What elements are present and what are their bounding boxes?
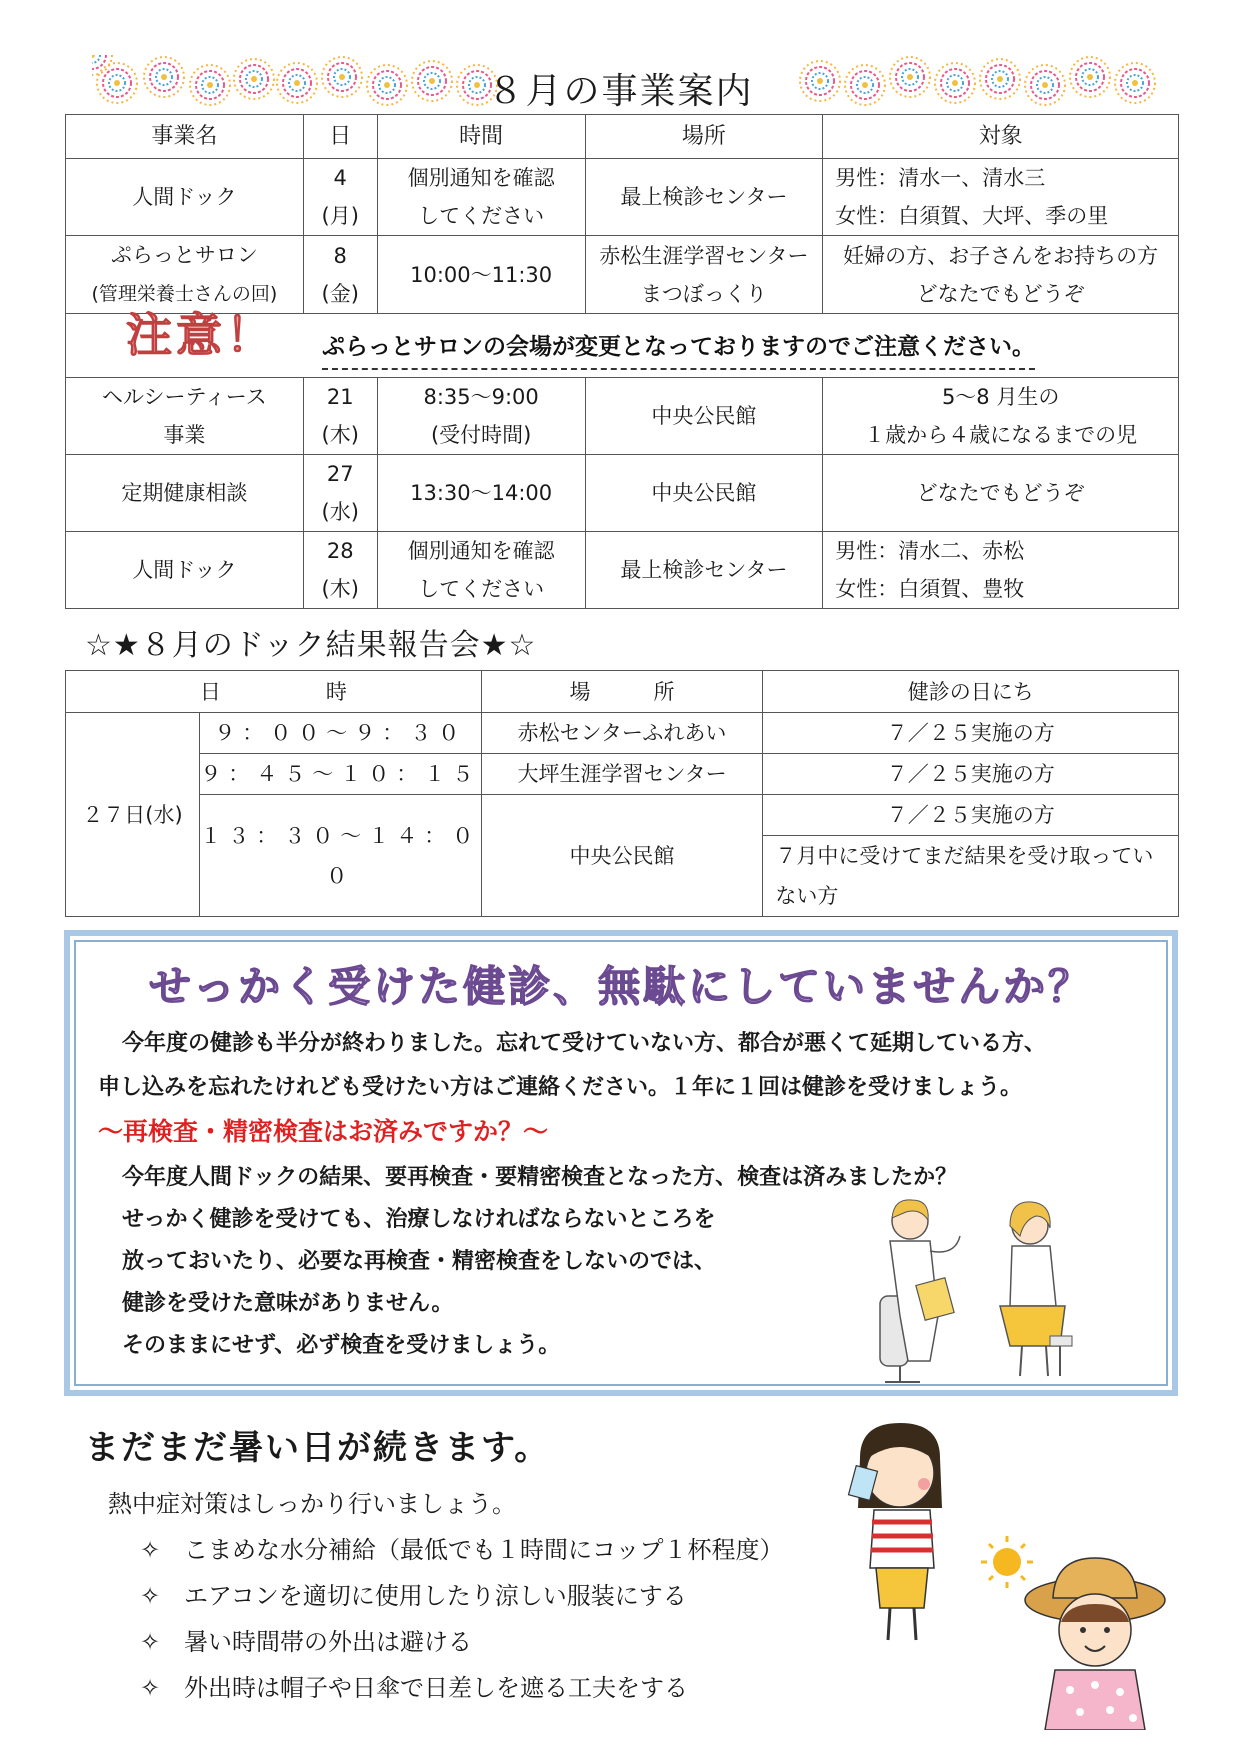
event-place: 中央公民館 (585, 378, 823, 455)
event-day: 28 (木) (303, 532, 377, 609)
slot-time: ９：４５～１０：１５ (199, 754, 481, 795)
header-day: 日 (303, 115, 377, 159)
slot-checkup: ７／２５実施の方 (763, 795, 1179, 836)
slot-checkup-2: ７月中に受けてまだ結果を受け取ってい ない方 (763, 836, 1179, 917)
para2-line1: 今年度人間ドックの結果、要再検査・要精密検査となった方、検査は済みましたか？ (122, 1165, 958, 1190)
table-row (66, 754, 1179, 795)
header-event-name: 事業名 (66, 115, 304, 159)
event-place: 最上検診センター (585, 159, 823, 236)
slot-time: ９：００～９：３０ (199, 713, 481, 754)
fireworks-decoration-right (795, 55, 1180, 110)
list-item: ✧ エアコンを適切に使用したり涼しい服装にする (140, 1582, 687, 1610)
list-item: ✧ こまめな水分補給（最低でも１時間にコップ１杯程度） (140, 1536, 784, 1564)
table-row (66, 455, 1179, 532)
event-place: 赤松生涯学習センター まつぼっくり (585, 236, 823, 314)
sparkle-icon: ✧ (140, 1628, 161, 1656)
results-table (65, 670, 1179, 917)
event-time: 個別通知を確認 してください (377, 159, 585, 236)
event-name: ヘルシーティース 事業 (66, 378, 304, 455)
para1-line2: 申し込みを忘れたけれども受けたい方はご連絡ください。１年に１回は健診を受けましょう。 (98, 1075, 1023, 1100)
event-time: 8:35～9:00 (受付時間) (377, 378, 585, 455)
report-date: ２７日(水) (66, 713, 200, 917)
notice-label: 注意！ (126, 308, 276, 362)
slot-place: 大坪生涯学習センター (481, 754, 763, 795)
para2-line5: そのままにせず、必ず検査を受けましょう。 (122, 1333, 561, 1358)
slot-checkup: ７／２５実施の方 (763, 754, 1179, 795)
table-row (66, 532, 1179, 609)
event-time: 13:30～14:00 (377, 455, 585, 532)
event-place: 最上検診センター (585, 532, 823, 609)
header-time: 時間 (377, 115, 585, 159)
event-day: 4 (月) (303, 159, 377, 236)
event-name: 定期健康相談 (66, 455, 304, 532)
girl-drinking-water-illustration (830, 1418, 970, 1648)
para2-line3: 放っておいたり、必要な再検査・精密検査をしないのでは、 (122, 1249, 717, 1274)
slot-place: 赤松センターふれあい (481, 713, 763, 754)
heat-section-title: まだまだ暑い日が続きます。 (85, 1428, 551, 1468)
notice-text: ぷらっとサロンの会場が変更となっておりますのでご注意ください。 (322, 328, 1035, 370)
recheck-subheading: ～再検査・精密検査はお済みですか？～ (98, 1117, 549, 1146)
sparkle-icon: ✧ (140, 1674, 161, 1702)
header-place: 場所 (585, 115, 823, 159)
event-target: どなたでもどうぞ (823, 455, 1179, 532)
event-target: 妊婦の方、お子さんをお持ちの方 どなたでもどうぞ (823, 236, 1179, 314)
girl-with-hat-illustration (975, 1530, 1175, 1730)
heat-intro: 熱中症対策はしっかり行いましょう。 (108, 1490, 516, 1518)
event-target: 5～8 月生の １歳から４歳になるまでの児 (823, 378, 1179, 455)
table-header-row (66, 115, 1179, 159)
slot-place: 中央公民館 (481, 795, 763, 917)
slot-time: １３：３０～１４：００ (199, 795, 481, 917)
event-day: 8 (金) (303, 236, 377, 314)
results-section-title: ☆★８月のドック結果報告会★☆ (85, 628, 537, 663)
checkup-notice-title: せっかく受けた健診、無駄にしていませんか？ (148, 962, 1094, 1011)
sun-icon (981, 1536, 1033, 1588)
event-name: 人間ドック (66, 159, 304, 236)
table-row (66, 795, 1179, 836)
event-target: 男性：清水二、赤松 女性：白須賀、豊牧 (823, 532, 1179, 609)
table-row (66, 236, 1179, 314)
header-datetime: 日 時 (66, 671, 482, 713)
page-header (0, 55, 1241, 110)
event-name: ぷらっとサロン (管理栄養士さんの回) (66, 236, 304, 314)
page-title: ８月の事業案内 (487, 71, 754, 112)
para1-line1: 今年度の健診も半分が終わりました。忘れて受けていない方、都合が悪くて延期している方、 (122, 1031, 1047, 1056)
header-place: 場 所 (481, 671, 763, 713)
header-checkup-day: 健診の日にち (763, 671, 1179, 713)
event-target: 男性：清水一、清水三 女性：白須賀、大坪、季の里 (823, 159, 1179, 236)
sparkle-icon: ✧ (140, 1582, 161, 1610)
notice-row (66, 314, 1179, 378)
event-day: 21 (木) (303, 378, 377, 455)
para2-line2: せっかく健診を受けても、治療しなければならないところを (122, 1207, 716, 1232)
checkup-notice-box (64, 930, 1178, 1396)
list-item: ✧ 暑い時間帯の外出は避ける (140, 1628, 472, 1656)
para2-line4: 健診を受けた意味がありません。 (122, 1291, 454, 1316)
table-row (66, 378, 1179, 455)
event-time: 個別通知を確認 してください (377, 532, 585, 609)
sparkle-icon: ✧ (140, 1536, 161, 1564)
event-day: 27 (水) (303, 455, 377, 532)
table-row (66, 713, 1179, 754)
notice-cell (66, 308, 1179, 378)
table-row (66, 159, 1179, 236)
table-header-row (66, 671, 1179, 713)
event-name: 人間ドック (66, 532, 304, 609)
event-time: 10:00～11:30 (377, 236, 585, 314)
slot-checkup: ７／２５実施の方 (763, 713, 1179, 754)
doctor-consultation-illustration (860, 1186, 1130, 1386)
list-item: ✧ 外出時は帽子や日傘で日差しを遮る工夫をする (140, 1674, 688, 1702)
header-target: 対象 (823, 115, 1179, 159)
event-place: 中央公民館 (585, 455, 823, 532)
events-table (65, 114, 1179, 609)
